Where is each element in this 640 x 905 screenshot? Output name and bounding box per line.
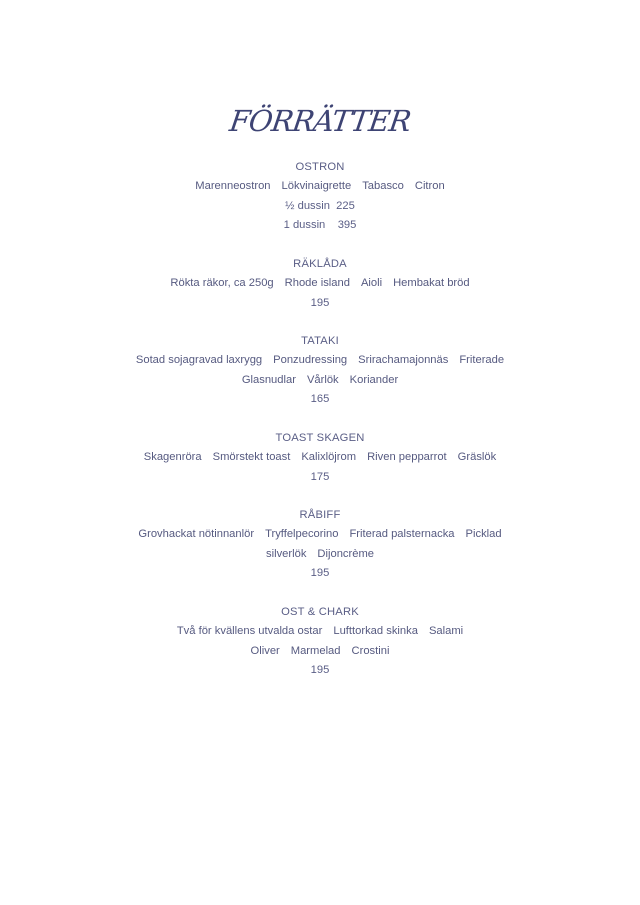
price: 195 — [310, 567, 330, 580]
menu-item: silverlök — [266, 547, 307, 560]
menu-item: Koriander — [349, 373, 399, 386]
price: 195 — [310, 664, 330, 677]
menu-item: Citron — [414, 180, 445, 193]
item-line — [120, 448, 520, 467]
menu-item: Aioli — [360, 277, 383, 290]
item-line — [120, 177, 520, 196]
menu-item: Smörstekt toast — [212, 451, 291, 464]
menu-item: Glasnudlar — [241, 373, 296, 386]
item-line — [120, 642, 520, 661]
menu-item: Lökvinaigrette — [281, 180, 352, 193]
item-line — [100, 525, 540, 544]
section-heading: OSTRON — [295, 161, 345, 173]
menu-item: Rhode island — [284, 277, 350, 290]
section-heading: TOAST SKAGEN — [275, 432, 365, 444]
menu-item: Picklad — [465, 528, 502, 541]
menu-item: Marmelad — [290, 644, 341, 657]
item-line — [100, 351, 540, 370]
menu-section — [120, 158, 520, 236]
menu-item: Två för kvällens utvalda ostar — [176, 625, 323, 638]
menu-item: Vårlök — [306, 373, 339, 386]
price: 195 — [310, 296, 330, 309]
price: 1 dussin 395 — [283, 219, 357, 232]
section-heading: RÄKLÅDA — [293, 258, 347, 270]
item-line — [120, 274, 520, 293]
item-line — [120, 622, 520, 641]
price: 165 — [310, 393, 330, 406]
item-line — [100, 371, 540, 390]
menu-item: Tryffelpecorino — [265, 528, 339, 541]
menu-item: Oliver — [250, 644, 280, 657]
menu-item: Lufttorkad skinka — [333, 625, 418, 638]
menu-item: Marenneostron — [195, 180, 271, 193]
section-heading: RÅBIFF — [299, 509, 341, 521]
menu-item: Grovhackat nötinnanlör — [138, 528, 255, 541]
menu-item: Ponzudressing — [273, 354, 348, 367]
price: ½ dussin 225 — [285, 199, 355, 212]
menu-item: Rökta räkor, ca 250g — [170, 277, 274, 290]
menu-title: FÖRRÄTTER — [227, 104, 413, 138]
menu-item: Kalixlöjrom — [301, 451, 357, 464]
menu-item: Dijoncrème — [317, 547, 374, 560]
menu-item: Crostini — [351, 644, 390, 657]
menu-item: Hembakat bröd — [393, 277, 470, 290]
menu-item: Gräslök — [457, 451, 497, 464]
menu-item: Sotad sojagravad laxrygg — [135, 354, 263, 367]
section-heading: OST & CHARK — [281, 606, 359, 618]
section-heading: TATAKI — [301, 335, 339, 347]
menu-section — [120, 429, 520, 487]
menu-section — [100, 506, 540, 584]
menu-section — [120, 603, 520, 681]
menu-item: Salami — [428, 625, 464, 638]
menu-section — [120, 255, 520, 313]
menu-item: Tabasco — [362, 180, 404, 193]
menu-item: Srirachamajonnäs — [358, 354, 449, 367]
menu-item: Riven pepparrot — [367, 451, 447, 464]
menu-section — [100, 332, 540, 410]
item-line — [100, 545, 540, 564]
menu-item: Skagenröra — [143, 451, 202, 464]
price: 175 — [310, 470, 330, 483]
menu-item: Friterade — [459, 354, 505, 367]
menu-item: Friterad palsternacka — [349, 528, 455, 541]
